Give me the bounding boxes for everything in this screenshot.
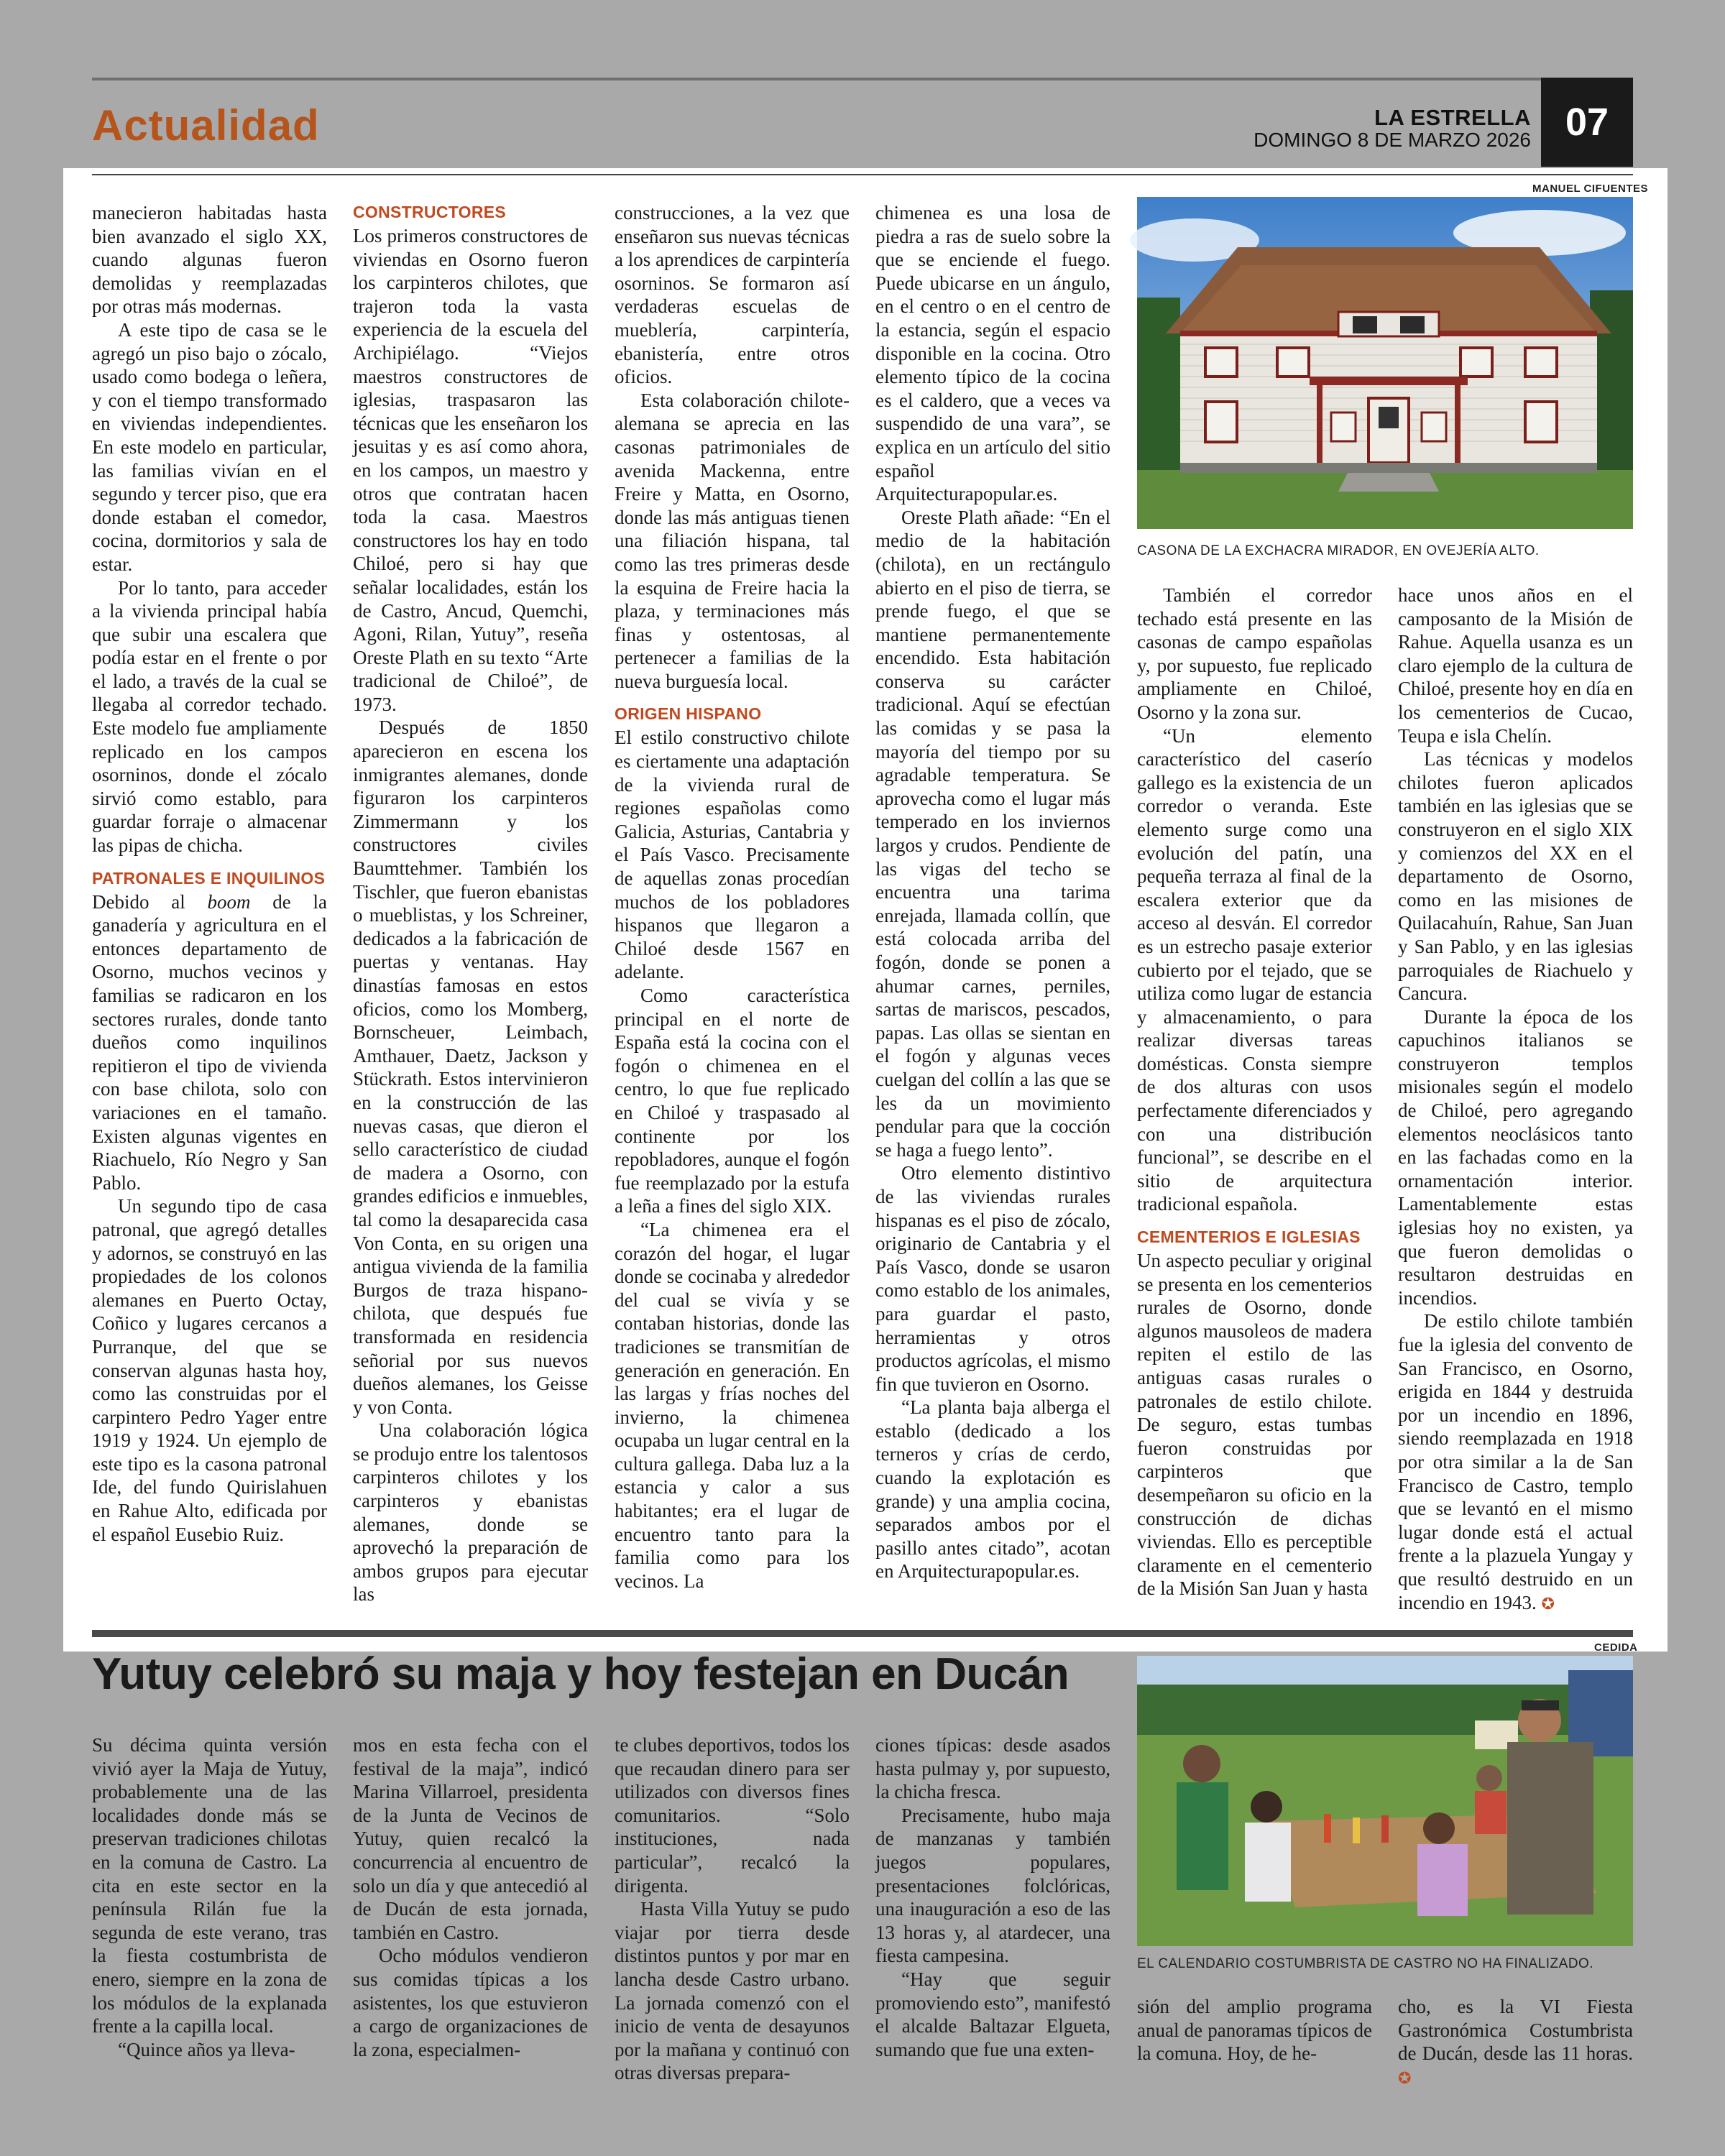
article1-column-2 [353, 201, 588, 1617]
subheading-constructores: CONSTRUCTORES [353, 203, 507, 221]
page-number: 07 [1541, 78, 1633, 167]
subheading-patronales: PATRONALES E INQUILINOS [92, 868, 326, 888]
paragraph: Una colaboración lógica se produjo entre los talentosos carpinteros chilotes y los carpinteros y ebanistas alemanes, donde se aprovechó la preparación de ambos grupos para ejecutar las [353, 1419, 588, 1606]
paragraph: sión del amplio programa anual de panoramas típicos de la comuna. Hoy, de he- [1137, 1996, 1372, 2065]
paragraph: Oreste Plath añade: “En el medio de la habitación (chilota), en un rectángulo abierto en el piso de tierra, se prende fuego, el que se mantiene permanentemente encendido. Esta habitación conserva su carácter tradicional. Aquí se efectúan las comidas y se pasa la mayoría del tiempo por su agradable temperatura. Se aprovecha como el lugar más temperado en los inviernos largos y crudos. Pendiente de las vigas del techo se encuentra una tarima enrejada, llamada collín, que está colocada arriba del fogón, donde se ponen a ahumar carnes, perniles, sartas de mariscos, pescados, papas. Las ollas se sientan en el fogón y algunas veces cuelgan del collín a las que se les da un movimiento pendular para que la cocción se haga a fuego lento”. [875, 506, 1110, 1161]
paragraph: De estilo chilote también fue la iglesia del convento de San Francisco, en Osorno, erigida en 1844 y destruida por un incendio en 1896, siendo reemplazada en 1918 por otra similar a la de San Francisco de Castro, templo que se levantó en el mismo lugar donde está el actual frente a la plazuela Yungay y que resultó destruido en un incendio en 1943. ✪ [1398, 1310, 1633, 1613]
top-rule [92, 78, 1633, 80]
paragraph: construcciones, a la vez que enseñaron sus nuevas técnicas a los aprendices de carpintería osorninos. Se formaron así verdaderas escuelas de mueblería, carpintería, ebanistería, entre otros oficios. [615, 202, 850, 388]
festival-illustration [1137, 1656, 1633, 1946]
paragraph: Por lo tanto, para acceder a la vivienda principal había que subir una escalera que podía estar en el frente o por el lado, a través de la cual se llegaba al corredor techado. Este modelo fue ampliamente replicado en los campos osorninos, donde el zócalo sirvió como establo, para guardar forraje o almacenar las pipas de chicha. [92, 576, 327, 857]
paragraph: “Hay que seguir promoviendo esto”, manifestó el alcalde Baltazar Elgueta, sumando que fue una exten- [875, 1968, 1110, 2060]
paragraph: te clubes deportivos, todos los que recaudan dinero para ser utilizados con diversos fines comunitarios. “Solo instituciones, nada particular”, recalcó la dirigenta. [615, 1734, 850, 1897]
paragraph: Después de 1850 aparecieron en escena los inmigrantes alemanes, donde figuraron los carpinteros Zimmermann y los constructores civiles Baumttehmer. También los Tischler, que fueron ebanistas o mueblistas, y los Schreiner, dedicados a la fabricación de puertas y ventanas. Hay dinastías famosas en estos oficios, como los Momberg, Bornscheuer, Leimbach, Amthauer, Daetz, Jackson y Stückrath. Estos intervinieron en la construcción de las nuevas casas, que dieron el sello característico de ciudad de madera a Osorno, con grandes edificios e inmuebles, tal como la desaparecida casa Von Conta, en su origen una antigua vivienda de la familia Burgos de traza hispano-chilota, que después fue transformada en residencia señorial por sus nuevos dueños alemanes, los Geisse y von Conta. [353, 717, 588, 1418]
paragraph: Como característica principal en el norte de España está la cocina con el fogón o chimenea en el centro, lo que fue replicado en Chiloé y traspasado al continente por los repobladores, aunque el fogón fue reemplazado por la estufa a leña a fines del siglo XIX. [615, 985, 850, 1217]
paragraph: hace unos años en el camposanto de la Misión de Rahue. Aquella usanza es un claro ejemplo de la cultura de Chiloé, presente hoy en día en los cementerios de Cucao, Teupa e isla Chelín. [1398, 584, 1633, 747]
photo-credit: MANUEL CIFUENTES [1532, 183, 1649, 195]
paragraph: Un aspecto peculiar y original se presenta en los cementerios rurales de Osorno, donde algunos mausoleos de madera repiten el estilo de las antiguas casas rurales o patronales de estilo chilote. De seguro, estas tumbas fueron construidas por carpinteros que desempeñaron su oficio en la construcción de dichas viviendas. Ello es perceptible claramente en el cementerio de la Misión San Juan y hasta [1137, 1250, 1372, 1600]
paragraph: manecieron habitadas hasta bien avanzado el siglo XX, cuando algunas fueron demolidas y reemplazadas por otras más modernas. [92, 202, 327, 318]
photo-caption-2: EL CALENDARIO COSTUMBRISTA DE CASTRO NO HA FINALIZADO. [1137, 1956, 1594, 1971]
headline-article2: Yutuy celebró su maja y hoy festejan en Ducán [92, 1649, 1070, 1699]
end-mark-icon: ✪ [1398, 2069, 1412, 2088]
header-rule [92, 174, 1633, 175]
article-separator [92, 1630, 1633, 1637]
article1-column-4 [875, 201, 1110, 1617]
issue-date: DOMINGO 8 DE MARZO 2026 [1254, 129, 1531, 151]
photo-caption: CASONA DE LA EXCHACRA MIRADOR, EN OVEJERÍA ALTO. [1137, 543, 1540, 558]
masthead [1254, 106, 1531, 151]
article1-column-1 [92, 201, 327, 1617]
paragraph: El estilo constructivo chilote es ciertamente una adaptación de la vivienda rural de regiones españolas como Galicia, Asturias, Cantabria y el País Vasco. Precisamente de aquellas zonas procedían muchos de los pobladores hispanos que llegaron a Chiloé desde 1567 en adelante. [615, 727, 850, 983]
article2-column-1 [92, 1733, 327, 2078]
festival-photo [1137, 1656, 1633, 1946]
house-photo [1137, 197, 1633, 529]
paragraph: chimenea es una losa de piedra a ras de suelo sobre la que se enciende el fuego. Puede ubicarse en un ángulo, en el centro o en el centro de la estancia, según el espacio disponible en la cocina. Otro elemento típico de la cocina es el caldero, que a veces va suspendido de una vara”, se explica en un artículo del sitio español Arquitecturapopular.es. [875, 202, 1110, 505]
paragraph: “La planta baja alberga el establo (dedicado a los terneros y crías de cerdo, cuando la explotación es grande) y una amplia cocina, separados ambos por el pasillo antes citado”, acotan en Arquitecturapopular.es. [875, 1396, 1110, 1583]
end-mark-icon: ✪ [1541, 1595, 1555, 1613]
article1-column-5 [1137, 584, 1372, 1617]
section-title: Actualidad [92, 101, 320, 149]
photo-credit-2: CEDIDA [1594, 1641, 1638, 1654]
paragraph: ciones típicas: desde asados hasta pulmay y, por supuesto, la chicha fresca. [875, 1734, 1110, 1803]
paragraph: Hasta Villa Yutuy se pudo viajar por tierra desde distintos puntos y por mar en lancha desde Castro urbano. La jornada comenzó con el inicio de venta de desayunos por la mañana y continuó con otras diversas prepara- [615, 1898, 850, 2084]
paragraph: Las técnicas y modelos chilotes fueron aplicados también en las iglesias que se construyeron en el siglo XIX y comienzos del XX en el departamento de Osorno, como en las misiones de Quilacahuín, Rahue, San Juan y San Pablo, y en las iglesias parroquiales de Riachuelo y Cancura. [1398, 748, 1633, 1005]
paragraph: Debido al boom de la ganadería y agricultura en el entonces departamento de Osorno, muchos vecinos y familias se radicaron en los sectores rurales, donde tanto dueños como inquilinos repitieron el tipo de vivienda con base chilota, solo con variaciones en el tamaño. Existen algunas vigentes en Riachuelo, Río Negro y San Pablo. [92, 890, 327, 1194]
paragraph: Su décima quinta versión vivió ayer la Maja de Yutuy, probablemente una de las localidades donde más se preservan tradiciones chilotas en la comuna de Castro. La cita en este sector en la península Rilán fue la segunda de este verano, tras la fiesta costumbrista de enero, siempre en la zona de los módulos de la explanada frente a la capilla local. [92, 1734, 327, 2037]
article2-column-3 [615, 1733, 850, 2084]
paragraph: Ocho módulos vendieron sus comidas típicas a los asistentes, los que estuvieron a cargo de organizaciones de la zona, especialmen- [353, 1945, 588, 2060]
paragraph: Otro elemento distintivo de las viviendas rurales hispanas es el piso de zócalo, originario de Cantabria y el País Vasco, donde se usaron como establo de los animales, para guardar el pasto, herramientas y otros productos agrícolas, el mismo fin que tuvieron en Osorno. [875, 1162, 1110, 1395]
article2-column-6 [1398, 1995, 1633, 2088]
paragraph: “Quince años ya lleva- [118, 2038, 295, 2060]
paragraph: También el corredor techado está presente en las casonas de campo españolas y, por supuesto, fue replicado ampliamente en Chiloé, Osorno y la zona sur. [1137, 584, 1372, 723]
paragraph: Esta colaboración chilote-alemana se aprecia en las casonas patrimoniales de avenida Mackenna, entre Freire y Matta, en Osorno, donde las más antiguas tienen una filiación hispana, tal como las tres primeras desde la esquina de Freire hacia la plaza, y terminaciones más finas y ostentosas, al pertenecer a familias de la nueva burguesía local. [615, 389, 850, 692]
article2-column-2 [353, 1733, 588, 2078]
paragraph: cho, es la VI Fiesta Gastronómica Costumbrista de Ducán, desde las 11 horas. ✪ [1398, 1996, 1633, 2088]
paragraph: Un segundo tipo de casa patronal, que agregó detalles y adornos, se construyó en las propiedades de los colonos alemanes en Puerto Octay, Coñico y lugares cercanos a Purranque, del que se conservan algunas hasta hoy, como las construidas por el carpintero Pedro Yager entre 1919 y 1924. Un ejemplo de este tipo es la casona patronal Ide, del fundo Quirislahuen en Rahue Alto, edificada por el español Eusebio Ruiz. [92, 1195, 327, 1545]
paragraph: “Un elemento característico del caserío gallego es la existencia de un corredor o veranda. Este elemento surge como una evolución del patín, una pequeña terraza al final de la escalera exterior que da acceso al desván. El corredor es un estrecho pasaje exterior cubierto por el tejado, que se utiliza como lugar de estancia y almacenamiento, o para realizar diversas tareas domésticas. Consta siempre de dos alturas con usos perfectamente diferenciados y con una distribución funcional”, se describe en el sitio de arquitectura tradicional española. [1137, 724, 1372, 1215]
paragraph: “La chimenea era el corazón del hogar, el lugar donde se cocinaba y alrededor del cual se vivía y se contaban historias, donde las tradiciones se transmitían de generación en generación. En las largas y frías noches del invierno, la chimenea ocupaba un lugar central en la cultura gallega. Daba luz a la estancia y calor a sus habitantes; era el lugar de encuentro tanto para la familia como para los vecinos. La [615, 1218, 850, 1592]
paragraph: A este tipo de casa se le agregó un piso bajo o zócalo, usado como bodega o leñera, y con el tiempo transformado en viviendas independientes. En este modelo en particular, las familias vivían en el segundo y tercer piso, que era donde estaban el comedor, cocina, dormitorios y sala de estar. [92, 318, 327, 575]
paragraph: Los primeros constructores de viviendas en Osorno fueron los carpinteros chilotes, que trajeron toda la vasta experiencia de la escuela del Archipiélago. “Viejos maestros constructores de iglesias, traspasaron las técnicas que les enseñaron los jesuitas y es así como ahora, en los campos, un maestro y otros que contratan hacen toda la casa. Maestros constructores los hay en todo Chiloé, pero si hay que señalar localidades, están los de Castro, Ancud, Quemchi, Agoni, Rilan, Yutuy”, reseña Oreste Plath en su texto “Arte tradicional de Chiloé”, de 1973. [353, 225, 588, 715]
paper-name: LA ESTRELLA [1374, 105, 1531, 130]
article1-column-3 [615, 201, 850, 1617]
paragraph: mos en esta fecha con el festival de la maja”, indicó Marina Villarroel, presidenta de la Junta de Vecinos de Yutuy, quien recalcó la concurrencia al encuentro de solo un día y que antecedió al de Ducán de esta jornada, también en Castro. [353, 1734, 588, 1943]
subheading-origen-hispano: ORIGEN HISPANO [615, 704, 762, 724]
paragraph: Durante la época de los capuchinos italianos se construyeron templos misionales según el modelo de Chiloé, pero agregando elementos neoclásicos tanto en las fachadas como en la ornamentación interior. Lamentablemente estas iglesias hoy no existen, ya que fueron demolidas o resultaron destruidas en incendios. [1398, 1005, 1633, 1309]
subheading-cementerios: CEMENTERIOS E IGLESIAS [1137, 1227, 1361, 1247]
article2-column-4 [875, 1733, 1110, 2078]
house-illustration [1137, 197, 1633, 529]
article2-column-5 [1137, 1995, 1372, 2078]
article1-column-6 [1398, 584, 1633, 1617]
paragraph: Precisamente, hubo maja de manzanas y también juegos populares, presentaciones folclóricas, una inauguración a eso de las 13 horas y, al atardecer, una fiesta campesina. [875, 1804, 1110, 1967]
